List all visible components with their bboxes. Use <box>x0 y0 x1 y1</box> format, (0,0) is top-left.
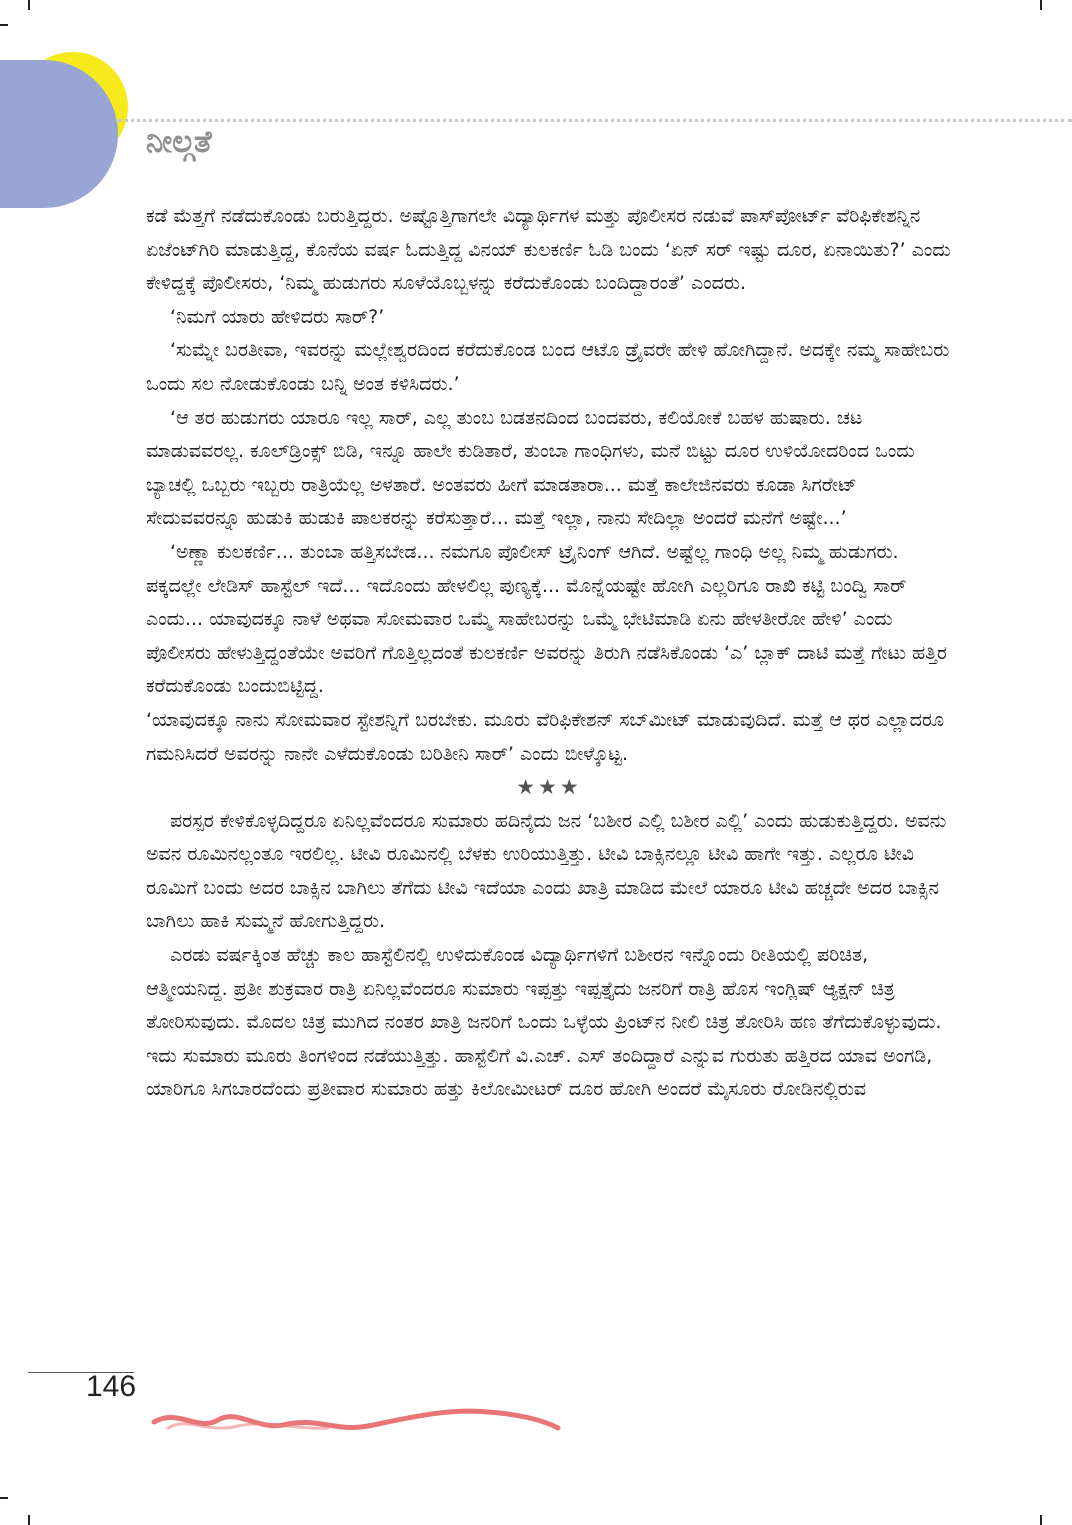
running-header-title: ನೀಲ್ಗತೆ <box>146 124 212 160</box>
header-dotted-rule <box>118 119 1072 122</box>
section-separator: ★★★ <box>516 775 582 800</box>
paragraph: ಕಡೆ ಮೆತ್ತಗೆ ನಡೆದುಕೊಂಡು ಬರುತ್ತಿದ್ದರು. ಅಷ್ಟೊತ್ತಿಗಾಗಲೇ ವಿದ್ಯಾರ್ಥಿಗಳ ಮತ್ತು ಪೊಲೀಸರ ನಡುವೆ ಪಾಸ್‌ಪೋರ್ಟ್ ವೆರಿಫಿಕೇಶನ್ನಿನ ಏಜೆಂಟ್‌ಗಿರಿ ಮಾಡುತ್ತಿದ್ದ, ಕೊನೆಯ ವರ್ಷ ಓದುತ್ತಿದ್ದ ವಿನಯ್ ಕುಲಕರ್ಣಿ ಓಡಿ ಬಂದು ‘ಏನ್ ಸರ್ ಇಷ್ಟು ದೂರ, ಏನಾಯಿತು?’ ಎಂದು ಕೇಳಿದ್ದಕ್ಕೆ ಪೊಲೀಸರು, ‘ನಿಮ್ಮ ಹುಡುಗರು ಸೂಳೆಯೊಬ್ಬಳನ್ನು ಕರೆದುಕೊಂಡು ಬಂದಿದ್ದಾರಂತೆ’ ಎಂದರು. <box>146 205 951 295</box>
body-text <box>146 200 952 1107</box>
crop-mark-left-upper <box>0 24 8 26</box>
paragraph: ‘ಆ ತರ ಹುಡುಗರು ಯಾರೂ ಇಲ್ಲ ಸಾರ್, ಎಲ್ಲ ತುಂಬ ಬಡತನದಿಂದ ಬಂದವರು, ಕಲಿಯೋಕೆ ಬಹಳ ಹುಷಾರು. ಚಟ ಮಾಡುವವರಲ್ಲ. ಕೂಲ್‌ಡ್ರಿಂಕ್ಸ್ ಬಿಡಿ, ಇನ್ನೂ ಹಾಲೇ ಕುಡಿತಾರೆ, ತುಂಬಾ ಗಾಂಧಿಗಳು, ಮನೆ ಬಿಟ್ಟು ದೂರ ಉಳಿಯೋದರಿಂದ ಒಂದು ಬ್ಯಾಚಲ್ಲಿ ಒಬ್ಬರು ಇಬ್ಬರು ರಾತ್ರಿಯೆಲ್ಲ ಅಳತಾರೆ. ಅಂತವರು ಹೀಗೆ ಮಾಡತಾರಾ... ಮತ್ತೆ ಕಾಲೇಜಿನವರು ಕೂಡಾ ಸಿಗರೇಟ್ ಸೇದುವವರನ್ನೂ ಹುಡುಕಿ ಹುಡುಕಿ ಪಾಲಕರನ್ನು ಕರೆಸುತ್ತಾರೆ... ಮತ್ತೆ ಇಲ್ಲಾ, ನಾನು ಸೇದಿಲ್ಲಾ ಅಂದರೆ ಮನೆಗೆ ಅಷ್ಟೇ...’ <box>146 406 915 530</box>
paragraph: ‘ನಿಮಗೆ ಯಾರು ಹೇಳಿದರು ಸಾರ್?’ <box>170 305 385 328</box>
paragraph: ಪರಸ್ಪರ ಕೇಳಿಕೊಳ್ಳದಿದ್ದರೂ ಏನಿಲ್ಲವೆಂದರೂ ಸುಮಾರು ಹದಿನೈದು ಜನ ‘ಬಶೀರ ಎಲ್ಲಿ ಬಶೀರ ಎಲ್ಲಿ’ ಎಂದು ಹುಡುಕುತ್ತಿದ್ದರು. ಅವನು ಅವನ ರೂಮಿನಲ್ಲಂತೂ ಇರಲಿಲ್ಲ. ಟೀವಿ ರೂಮಿನಲ್ಲಿ ಬೆಳಕು ಉರಿಯುತ್ತಿತ್ತು. ಟೀವಿ ಬಾಕ್ಸಿನಲ್ಲೂ ಟೀವಿ ಹಾಗೇ ಇತ್ತು. ಎಲ್ಲರೂ ಟೀವಿ ರೂಮಿಗೆ ಬಂದು ಅದರ ಬಾಕ್ಸಿನ ಬಾಗಿಲು ತೆಗೆದು ಟೀವಿ ಇದೆಯಾ ಎಂದು ಖಾತ್ರಿ ಮಾಡಿದ ಮೇಲೆ ಯಾರೂ ಟೀವಿ ಹಚ್ಚದೇ ಅದರ ಬಾಕ್ಸಿನ ಬಾಗಿಲು ಹಾಕಿ ಸುಮ್ಮನೆ ಹೋಗುತ್ತಿದ್ದರು. <box>146 809 947 933</box>
crop-mark-left-lower <box>0 1497 8 1499</box>
crop-mark-bottom-right <box>1040 1515 1042 1525</box>
paragraph: ‘ಅಣ್ಣಾ ಕುಲಕರ್ಣಿ... ತುಂಬಾ ಹತ್ತಿಸಬೇಡ... ನಮಗೂ ಪೊಲೀಸ್ ಟ್ರೈನಿಂಗ್ ಆಗಿದೆ. ಅಷ್ಟೆಲ್ಲ ಗಾಂಧಿ ಅಲ್ಲ ನಿಮ್ಮ ಹುಡುಗರು. ಪಕ್ಕದಲ್ಲೇ ಲೇಡಿಸ್ ಹಾಸ್ಟೆಲ್ ಇದೆ... ಇದೊಂದು ಹೇಳಲಿಲ್ಲ ಪುಣ್ಯಕ್ಕೆ... ಮೊನ್ನೆಯಷ್ಟೇ ಹೋಗಿ ಎಲ್ಲರಿಗೂ ರಾಖಿ ಕಟ್ಟಿ ಬಂದ್ವಿ ಸಾರ್ ಎಂದು... ಯಾವುದಕ್ಕೂ ನಾಳೆ ಅಥವಾ ಸೋಮವಾರ ಒಮ್ಮೆ ಸಾಹೇಬರನ್ನು ಒಮ್ಮೆ ಭೇಟಿಮಾಡಿ ಏನು ಹೇಳತೀರೋ ಹೇಳಿ’ ಎಂದು ಪೊಲೀಸರು ಹೇಳುತ್ತಿದ್ದಂತೆಯೇ ಅವರಿಗೆ ಗೊತ್ತಿಲ್ಲದಂತೆ ಕುಲಕರ್ಣಿ ಅವರನ್ನು ತಿರುಗಿ ನಡೆಸಿಕೊಂಡು ‘ಎ’ ಬ್ಲಾಕ್ ದಾಟಿ ಮತ್ತೆ ಗೇಟು ಹತ್ತಿರ ಕರೆದುಕೊಂಡು ಬಂದುಬಿಟ್ಟಿದ್ದ. <box>146 540 947 698</box>
decorative-red-brush-stroke <box>148 1402 568 1442</box>
crop-mark-top-right <box>1040 0 1042 10</box>
paragraph: ‘ಸುಮ್ನೇ ಬರತೀವಾ, ಇವರನ್ನು ಮಲ್ಲೇಶ್ವರದಿಂದ ಕರೆದುಕೊಂಡ ಬಂದ ಆಟೊ ಡ್ರೈವರೇ ಹೇಳಿ ಹೋಗಿದ್ದಾನೆ. ಅದಕ್ಕೇ ನಮ್ಮ ಸಾಹೇಬರು ಒಂದು ಸಲ ನೋಡುಕೊಂಡು ಬನ್ನಿ ಅಂತ ಕಳಿಸಿದರು.’ <box>146 339 950 395</box>
crop-mark-top-left <box>28 0 30 10</box>
page-number: 146 <box>86 1370 137 1403</box>
paragraph: ‘ಯಾವುದಕ್ಕೂ ನಾನು ಸೋಮವಾರ ಸ್ಟೇಶನ್ನಿಗೆ ಬರಬೇಕು. ಮೂರು ವೆರಿಫಿಕೇಶನ್ ಸಬ್‌ಮೀಟ್ ಮಾಡುವುದಿದೆ. ಮತ್ತೆ ಆ ಥರ ಎಲ್ಲಾದರೂ ಗಮನಿಸಿದರೆ ಅವರನ್ನು ನಾನೇ ಎಳೆದುಕೊಂಡು ಬರಿತೀನಿ ಸಾರ್’ ಎಂದು ಬೀಳ್ಕೊಟ್ಟ. <box>146 708 945 765</box>
crop-mark-bottom-left <box>28 1515 30 1525</box>
paragraph: ಎರಡು ವರ್ಷಕ್ಕಿಂತ ಹೆಚ್ಚು ಕಾಲ ಹಾಸ್ಟೆಲಿನಲ್ಲಿ ಉಳಿದುಕೊಂಡ ವಿದ್ಯಾರ್ಥಿಗಳಿಗೆ ಬಶೀರನ ಇನ್ನೊಂದು ರೀತಿಯಲ್ಲಿ ಪರಿಚಿತ, ಆತ್ಮೀಯನಿದ್ದ. ಪ್ರತೀ ಶುಕ್ರವಾರ ರಾತ್ರಿ ಏನಿಲ್ಲವೆಂದರೂ ಸುಮಾರು ಇಪ್ಪತ್ತು ಇಪ್ಪತ್ತೈದು ಜನರಿಗೆ ರಾತ್ರಿ ಹೊಸ ಇಂಗ್ಲಿಷ್ ಆ್ಯಕ್ಷನ್ ಚಿತ್ರ ತೋರಿಸುವುದು. ಮೊದಲ ಚಿತ್ರ ಮುಗಿದ ನಂತರ ಖಾತ್ರಿ ಜನರಿಗೆ ಒಂದು ಒಳ್ಳೆಯ ಪ್ರಿಂಟ್‌ನ ನೀಲಿ ಚಿತ್ರ ತೋರಿಸಿ ಹಣ ತೆಗೆದುಕೊಳ್ಳುವುದು. ಇದು ಸುಮಾರು ಮೂರು ತಿಂಗಳಿಂದ ನಡೆಯುತ್ತಿತ್ತು. ಹಾಸ್ಟೆಲಿಗೆ ವಿ.ಎಚ್. ಎಸ್ ತಂದಿದ್ದಾರೆ ಎನ್ನುವ ಗುರುತು ಹತ್ತಿರದ ಯಾವ ಅಂಗಡಿ, ಯಾರಿಗೂ ಸಿಗಬಾರದೆಂದು ಪ್ರತೀವಾರ ಸುಮಾರು ಹತ್ತು ಕಿಲೋಮೀಟರ್ ದೂರ ಹೋಗಿ ಅಂದರೆ ಮೈಸೂರು ರೋಡಿನಲ್ಲಿರುವ <box>146 944 942 1101</box>
